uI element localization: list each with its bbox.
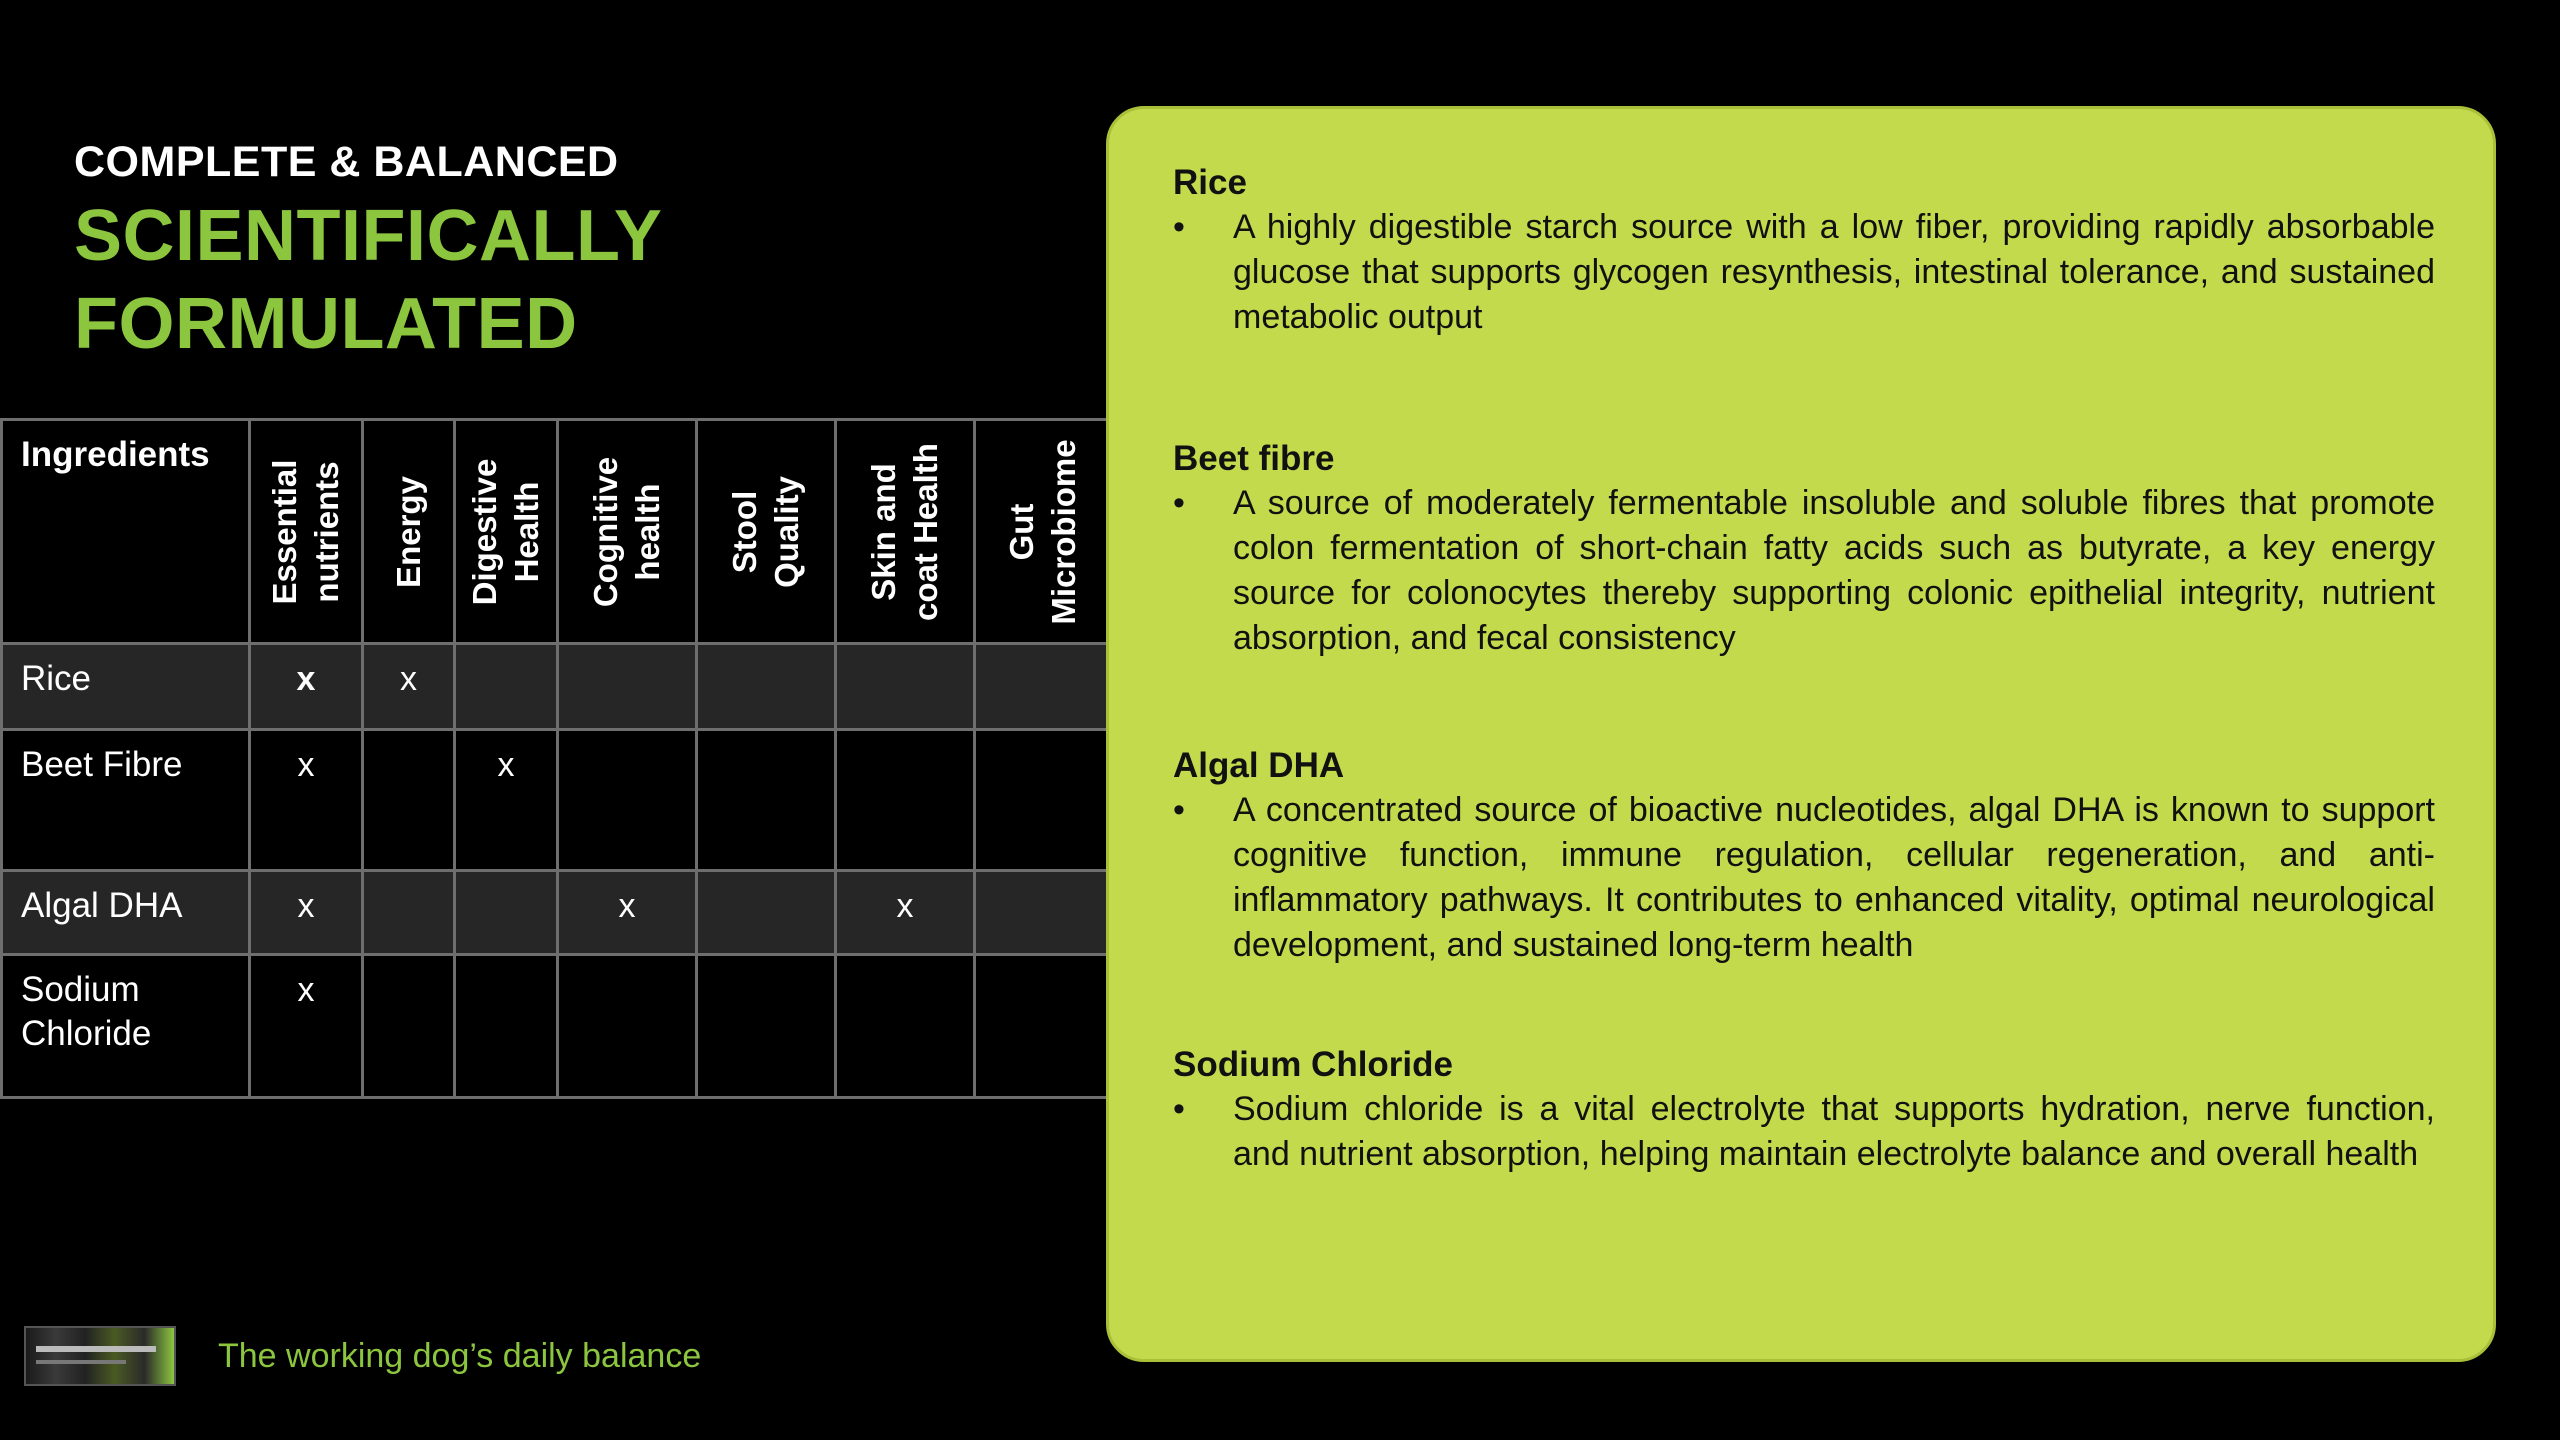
page-title-line-2: FORMULATED <box>74 284 578 364</box>
table-header-row <box>2 420 1111 644</box>
table-row-algal-dha <box>2 871 1111 955</box>
benefit-mark <box>455 955 558 1098</box>
detail-section-algal-dha <box>1173 744 2435 968</box>
ingredient-name-line-1: Sodium <box>21 970 140 1009</box>
table-row-rice <box>2 644 1111 730</box>
ingredients-column-header: Ingredients <box>2 420 250 644</box>
column-header-energy: Energy <box>363 420 455 644</box>
bullet-marker: • <box>1173 208 1185 246</box>
benefit-mark <box>558 644 697 730</box>
benefit-mark <box>455 871 558 955</box>
ingredient-name: Rice <box>2 644 250 730</box>
column-header-cognitive-health: Cognitive health <box>558 420 697 644</box>
benefit-mark: x <box>250 730 363 871</box>
eyebrow-title: COMPLETE & BALANCED <box>74 138 619 186</box>
benefit-mark: x <box>250 955 363 1098</box>
benefit-mark <box>697 644 836 730</box>
benefit-mark <box>363 730 455 871</box>
ingredient-name: Beet Fibre <box>2 730 250 871</box>
benefit-mark <box>975 644 1111 730</box>
ingredient-details-panel <box>1106 106 2496 1362</box>
detail-section-beet-fibre <box>1173 437 2435 661</box>
page-title <box>74 192 662 368</box>
ingredient-name <box>2 955 250 1098</box>
benefit-mark <box>455 644 558 730</box>
benefit-mark <box>975 955 1111 1098</box>
bullet-marker: • <box>1173 1090 1185 1128</box>
column-header-stool-quality: Stool Quality <box>697 420 836 644</box>
product-thumbnail-image <box>24 1326 176 1386</box>
page-title-line-1: SCIENTIFICALLY <box>74 196 663 276</box>
benefit-mark <box>363 871 455 955</box>
benefit-mark <box>363 955 455 1098</box>
footer <box>24 1326 701 1386</box>
detail-bullet <box>1173 481 2435 661</box>
detail-section-title: Rice <box>1173 163 1247 202</box>
ingredient-name: Algal DHA <box>2 871 250 955</box>
detail-section-sodium-chloride <box>1173 1043 2435 1177</box>
detail-bullet <box>1173 1087 2435 1177</box>
benefit-mark: x <box>455 730 558 871</box>
detail-section-title: Algal DHA <box>1173 746 1345 785</box>
detail-text: A source of moderately fermentable insoluble and soluble fibres that promote colon fermentation of short-chain fatty acids such as butyrate, a key energy source for colonocytes thereby supporting colonic epithelial integrity, nutrient absorption, and fecal consistency <box>1233 484 2435 657</box>
detail-text: A highly digestible starch source with a low fiber, providing rapidly absorbable glucose that supports glycogen resynthesis, intestinal tolerance, and sustained metabolic output <box>1233 208 2435 336</box>
benefit-mark: x <box>836 871 975 955</box>
benefit-mark: x <box>250 644 363 730</box>
benefit-mark <box>975 871 1111 955</box>
detail-text: Sodium chloride is a vital electrolyte that supports hydration, nerve function, and nutrient absorption, helping maintain electrolyte balance and overall health <box>1233 1090 2435 1173</box>
bullet-marker: • <box>1173 791 1185 829</box>
benefit-mark <box>836 730 975 871</box>
bullet-marker: • <box>1173 484 1185 522</box>
benefit-mark: x <box>250 871 363 955</box>
column-header-essential-nutrients: Essential nutrients <box>250 420 363 644</box>
table-row-beet-fibre <box>2 730 1111 871</box>
detail-section-title: Sodium Chloride <box>1173 1045 1453 1084</box>
detail-bullet <box>1173 205 2435 340</box>
detail-section-rice <box>1173 161 2435 340</box>
benefit-mark <box>558 730 697 871</box>
column-header-gut-microbiome: Gut Microbiome <box>975 420 1111 644</box>
detail-section-title: Beet fibre <box>1173 439 1335 478</box>
table-row-sodium-chloride <box>2 955 1111 1098</box>
benefit-mark <box>975 730 1111 871</box>
column-header-skin-coat-health: Skin and coat Health <box>836 420 975 644</box>
benefit-mark <box>558 955 697 1098</box>
benefit-mark: x <box>363 644 455 730</box>
ingredient-name-line-2: Chloride <box>21 1014 152 1053</box>
benefit-mark <box>697 955 836 1098</box>
detail-text: A concentrated source of bioactive nucleotides, algal DHA is known to support cognitive function, immune regulation, cellular regeneration, and anti-inflammatory pathways. It contributes to enhanced vitality, optimal neurological development, and sustained long-term health <box>1233 791 2435 964</box>
benefit-mark <box>697 730 836 871</box>
ingredient-benefit-table <box>0 418 1112 1099</box>
detail-bullet <box>1173 788 2435 968</box>
benefit-mark <box>836 644 975 730</box>
footer-tagline: The working dog’s daily balance <box>218 1336 702 1375</box>
benefit-mark <box>697 871 836 955</box>
column-header-digestive-health: Digestive Health <box>455 420 558 644</box>
benefit-mark: x <box>558 871 697 955</box>
benefit-mark <box>836 955 975 1098</box>
